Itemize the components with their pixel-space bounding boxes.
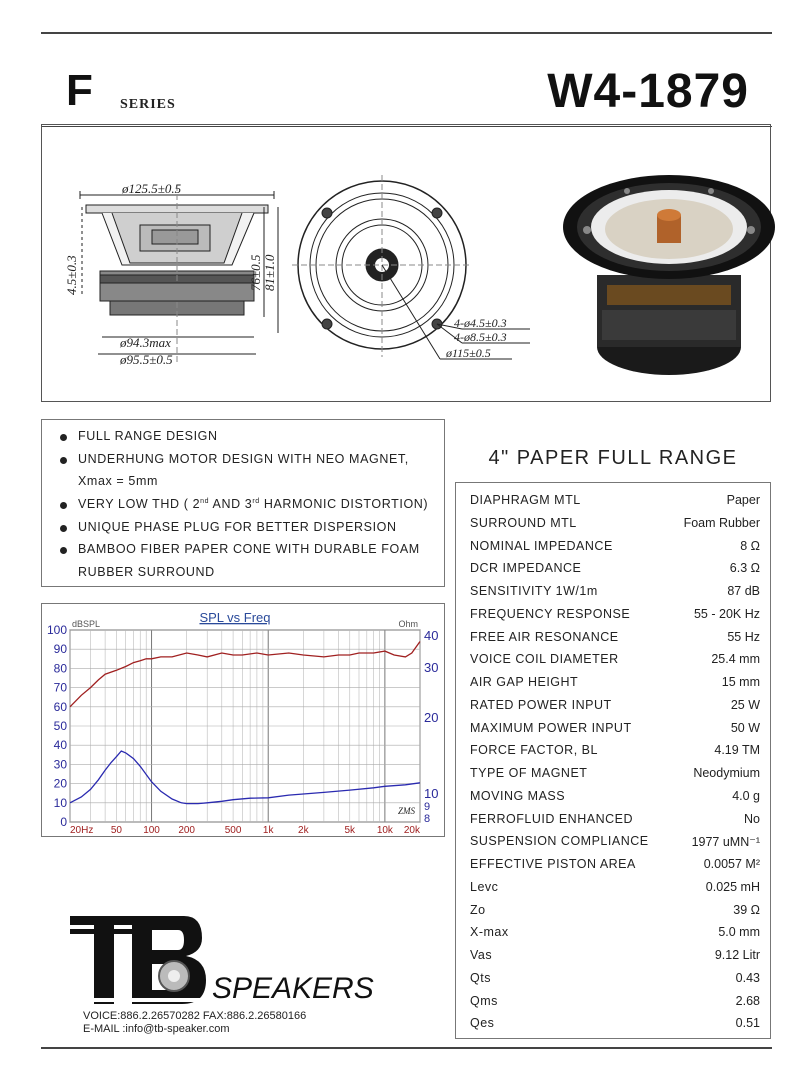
contact-email: E-MAIL :info@tb-speaker.com xyxy=(83,1023,230,1035)
technical-drawing-panel xyxy=(41,124,771,402)
spec-row xyxy=(456,584,772,606)
spec-table xyxy=(455,482,771,1039)
spec-value: Paper xyxy=(726,493,760,507)
chart-watermark: ZMS xyxy=(398,806,416,816)
spec-value: 0.43 xyxy=(735,970,760,985)
spec-row xyxy=(456,948,772,970)
spec-value: 5.0 mm xyxy=(718,925,760,940)
spec-value: 39 Ω xyxy=(733,902,760,917)
spec-value: 1977 uMN⁻¹ xyxy=(691,835,760,850)
spec-label: SURROUND MTL xyxy=(470,515,577,530)
spec-label: FERROFLUID ENHANCED xyxy=(470,811,633,826)
y2-axis-label: Ohm xyxy=(398,619,418,629)
spec-value: Foam Rubber xyxy=(683,515,760,530)
dim-mount-hole: 4-ø4.5±0.3 xyxy=(454,316,507,330)
y2-tick-label: 10 xyxy=(424,786,439,801)
y2-tick-label: 8 xyxy=(424,813,431,825)
model-number: W4-1879 xyxy=(547,65,749,118)
chart-title: SPL vs Freq xyxy=(199,610,271,625)
spec-label: Zo xyxy=(470,902,486,917)
spec-value: 8 Ω xyxy=(740,538,760,553)
spec-value: 9.12 Litr xyxy=(714,948,760,962)
dim-outer-diameter: ø125.5±0.5 xyxy=(122,181,182,196)
spec-row xyxy=(456,721,772,743)
x-tick-label: 2k xyxy=(298,825,309,836)
contact-phone-fax: VOICE:886.2.26570282 FAX:886.2.26580166 xyxy=(83,1010,307,1022)
feature-text: BAMBOO FIBER PAPER CONE WITH DURABLE FOAM xyxy=(78,542,420,556)
spec-label: Levc xyxy=(470,879,499,894)
spec-label: TYPE OF MAGNET xyxy=(470,766,588,780)
spec-row xyxy=(456,743,772,765)
spec-label: MOVING MASS xyxy=(470,788,566,803)
y-tick-label: 80 xyxy=(53,661,67,676)
spec-label: Qms xyxy=(470,993,498,1008)
spec-value: 15 mm xyxy=(721,675,760,689)
dim-magnet-diameter: ø94.3max xyxy=(120,335,171,350)
feature-text: Xmax = 5mm xyxy=(78,474,158,488)
spl-chart-panel xyxy=(41,603,445,837)
spec-label: DIAPHRAGM MTL xyxy=(470,493,581,507)
y-tick-label: 100 xyxy=(46,623,67,637)
x-tick-label: 20k xyxy=(403,825,420,836)
spec-label: X-max xyxy=(470,925,509,940)
y-tick-label: 50 xyxy=(53,719,67,733)
y-tick-label: 90 xyxy=(53,642,67,657)
feature-text: RUBBER SURROUND xyxy=(78,565,215,579)
spec-row xyxy=(456,971,772,993)
y-tick-label: 10 xyxy=(53,795,67,810)
spec-value: 4.0 g xyxy=(732,788,760,803)
feature-text: UNDERHUNG MOTOR DESIGN WITH NEO MAGNET, xyxy=(78,452,409,466)
spec-label: MAXIMUM POWER INPUT xyxy=(470,720,632,735)
spec-value: 25.4 mm xyxy=(711,652,760,667)
bullet-icon xyxy=(60,525,67,532)
spec-label: Qts xyxy=(470,970,491,985)
x-tick-label: 5k xyxy=(344,825,356,836)
spec-value: 0.025 mH xyxy=(705,879,760,894)
spec-label: AIR GAP HEIGHT xyxy=(470,675,579,689)
x-tick-label: 20Hz xyxy=(70,825,94,836)
y-tick-label: 30 xyxy=(53,757,67,772)
dim-cutout-diameter: ø95.5±0.5 xyxy=(120,352,173,367)
spec-value: 55 Hz xyxy=(727,629,760,644)
y2-tick-label: 30 xyxy=(424,660,439,675)
bullet-icon xyxy=(60,547,67,554)
spec-label: FREE AIR RESONANCE xyxy=(470,629,619,644)
spec-label: EFFECTIVE PISTON AREA xyxy=(470,857,636,871)
y2-tick-label: 20 xyxy=(424,710,439,725)
spec-row xyxy=(456,812,772,834)
bullet-icon xyxy=(60,434,67,441)
spec-value: 6.3 Ω xyxy=(729,561,760,576)
spec-row xyxy=(456,994,772,1016)
feature-text: UNIQUE PHASE PLUG FOR BETTER DISPERSION xyxy=(78,520,397,534)
x-tick-label: 100 xyxy=(143,825,160,836)
spec-value: 87 dB xyxy=(727,584,760,598)
dim-flange-thickness: 4.5±0.3 xyxy=(64,255,79,295)
y-tick-label: 60 xyxy=(53,699,67,714)
spec-value: 0.51 xyxy=(735,1016,760,1031)
y-tick-label: 40 xyxy=(53,738,67,753)
spec-row xyxy=(456,834,772,856)
spec-row xyxy=(456,607,772,629)
dim-counterbore: 4-ø8.5±0.3 xyxy=(454,330,507,344)
x-tick-label: 200 xyxy=(178,825,196,836)
spec-value: 25 W xyxy=(730,697,760,712)
spec-row xyxy=(456,561,772,583)
series-letter: F xyxy=(66,66,93,115)
spec-row xyxy=(456,698,772,720)
spec-row xyxy=(456,630,772,652)
spec-row xyxy=(456,903,772,925)
spl-chart xyxy=(42,604,444,836)
spec-label: FREQUENCY RESPONSE xyxy=(470,606,631,621)
spec-row xyxy=(456,766,772,788)
bullet-icon xyxy=(60,457,67,464)
spec-label: NOMINAL IMPEDANCE xyxy=(470,538,613,553)
bullet-icon xyxy=(60,502,67,509)
spec-value: No xyxy=(744,811,760,826)
spec-label: FORCE FACTOR, BL xyxy=(470,743,598,758)
dim-depth-2: 81±1.0 xyxy=(262,254,277,291)
series-label: SERIES xyxy=(120,97,176,112)
spec-label: SENSITIVITY 1W/1m xyxy=(470,584,598,598)
x-tick-label: 1k xyxy=(262,825,274,836)
y-tick-label: 20 xyxy=(53,776,67,791)
spec-row xyxy=(456,857,772,879)
x-tick-label: 10k xyxy=(376,825,393,836)
technical-drawing xyxy=(42,125,770,401)
spec-value: 2.68 xyxy=(735,993,760,1008)
spec-value: 0.0057 M² xyxy=(703,857,760,871)
x-tick-label: 50 xyxy=(110,825,122,836)
spec-row xyxy=(456,516,772,538)
spec-row xyxy=(456,880,772,902)
spec-value: 55 - 20K Hz xyxy=(693,606,760,621)
spec-row xyxy=(456,925,772,947)
feature-text: VERY LOW THD ( 2nd AND 3rd HARMONIC DISTORTION) xyxy=(78,497,429,511)
x-tick-label: 500 xyxy=(224,825,242,836)
dim-bolt-circle: ø115±0.5 xyxy=(446,346,491,360)
spec-value: 50 W xyxy=(730,720,760,735)
spec-row xyxy=(456,1016,772,1038)
y2-tick-label: 40 xyxy=(424,628,439,643)
spec-value: Neodymium xyxy=(693,766,760,780)
logo-wordmark: SPEAKERS xyxy=(212,972,374,1005)
spec-row xyxy=(456,652,772,674)
y-axis-label: dBSPL xyxy=(72,619,101,629)
dim-depth-1: 76±0.5 xyxy=(248,254,263,291)
spec-title: 4" PAPER FULL RANGE xyxy=(488,447,738,469)
spec-value: 4.19 TM xyxy=(714,743,760,758)
spec-label: VOICE COIL DIAMETER xyxy=(470,652,619,667)
feature-text: FULL RANGE DESIGN xyxy=(78,429,218,443)
spec-label: DCR IMPEDANCE xyxy=(470,561,582,576)
y-tick-label: 70 xyxy=(53,680,67,695)
spec-label: SUSPENSION COMPLIANCE xyxy=(470,834,649,849)
footer-rule xyxy=(41,1047,772,1049)
speaker-product-photo xyxy=(563,175,775,375)
features-panel xyxy=(41,419,445,587)
spec-label: RATED POWER INPUT xyxy=(470,697,612,712)
spec-row xyxy=(456,493,772,515)
spec-row xyxy=(456,539,772,561)
spec-row xyxy=(456,675,772,697)
spec-label: Vas xyxy=(470,948,493,962)
y2-tick-label: 9 xyxy=(424,801,431,813)
y-tick-label: 0 xyxy=(60,815,67,829)
tb-speakers-logo xyxy=(66,910,374,1010)
spec-row xyxy=(456,789,772,811)
spec-label: Qes xyxy=(470,1016,495,1031)
